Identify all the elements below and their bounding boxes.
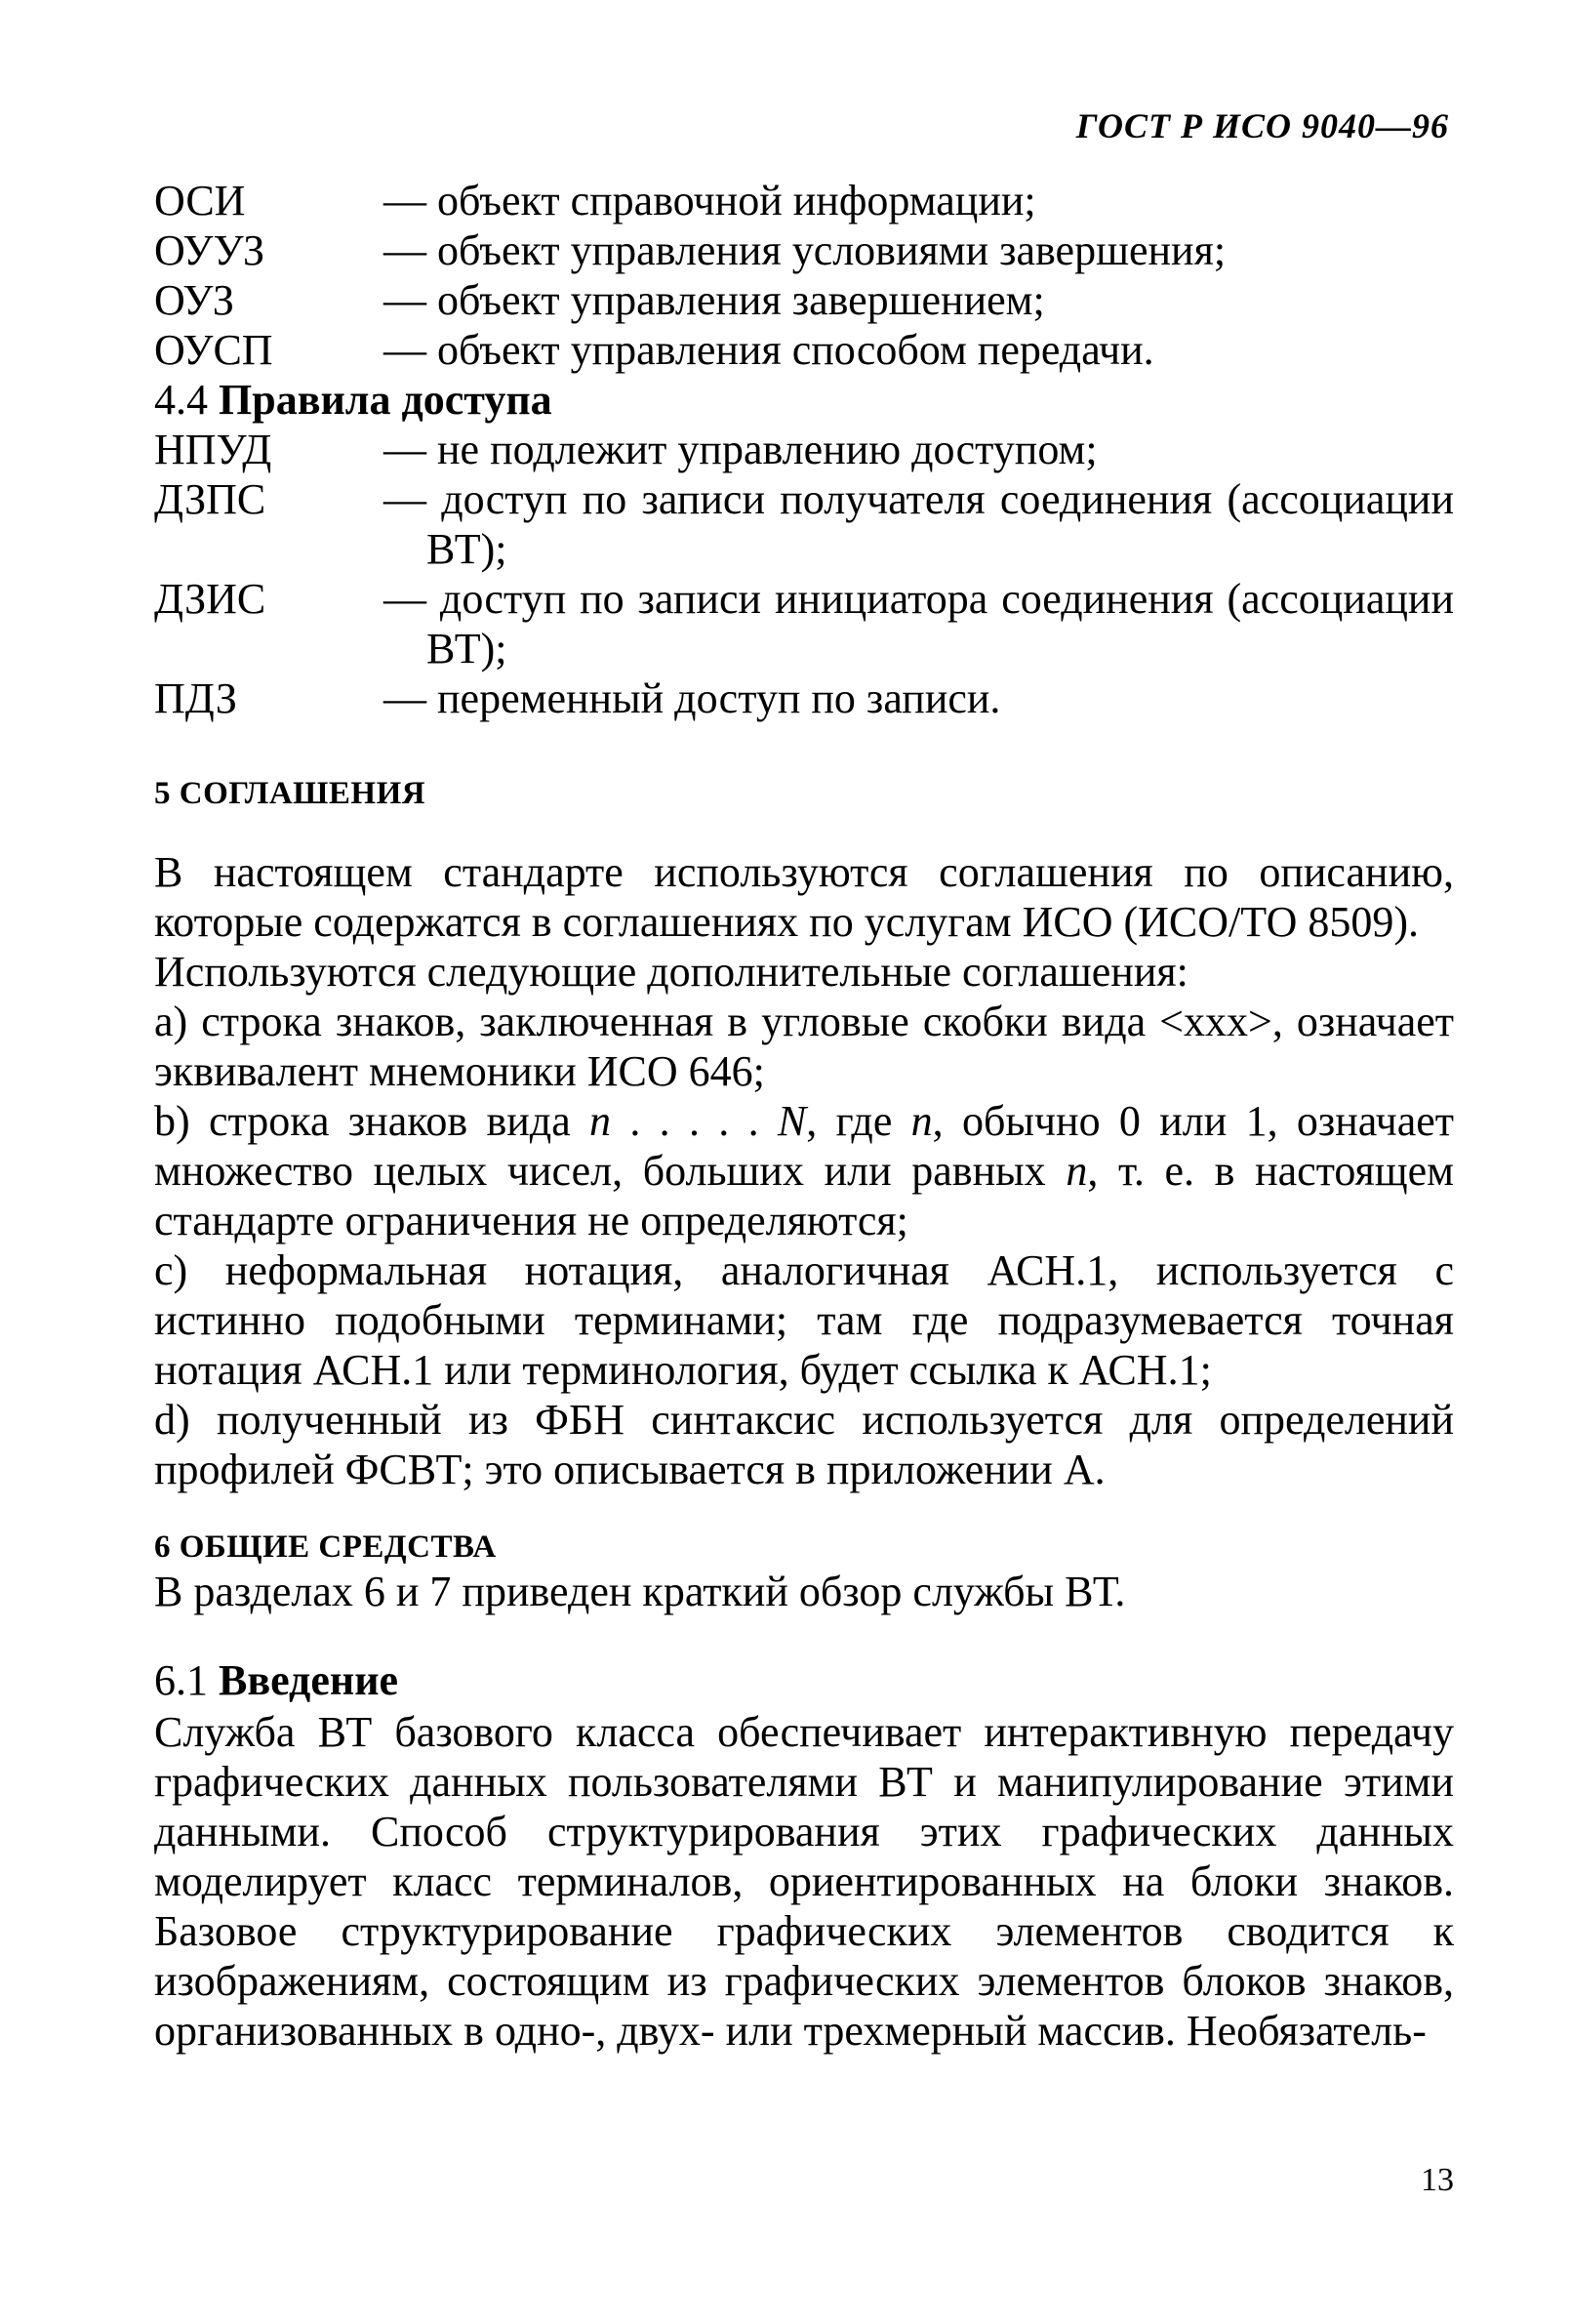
page-number: 13 <box>1421 2162 1454 2198</box>
abbreviation-definition: — переменный доступ по записи. <box>383 674 1001 722</box>
list-item-b-text: . . . . . <box>611 1097 778 1145</box>
abbreviation: ОУУЗ <box>154 226 265 274</box>
abbreviation-list-1 <box>154 176 1454 723</box>
subsection-heading-4-4 <box>154 375 1454 425</box>
abbreviation-definition: — объект справочной информации; <box>383 177 1036 224</box>
italic-variable: n <box>1066 1147 1088 1195</box>
list-item-d: d) полученный из ФБН синтаксис используется для определений профилей ФСВТ; это описывается в приложении А. <box>154 1396 1454 1493</box>
subsection-title: Правила доступа <box>219 376 552 424</box>
abbreviation-row <box>154 425 1454 474</box>
abbreviation: ОСИ <box>154 177 246 224</box>
section-heading-6: 6 ОБЩИЕ СРЕДСТВА <box>154 1529 497 1565</box>
abbreviation-definition: — доступ по записи получателя соединения (ассоциации ВТ); <box>383 475 1454 573</box>
list-item-b-text: b) строка знаков вида <box>154 1097 590 1145</box>
abbreviation: ДЗПС <box>154 475 266 523</box>
abbreviation-row <box>154 176 1454 225</box>
list-item-b <box>154 1096 1454 1245</box>
abbreviation-row <box>154 574 1454 673</box>
paragraph: В настоящем стандарте используются соглашения по описанию, которые содержатся в соглашениях по услугам ИСО (ИСО/ТО 8509). <box>154 848 1454 946</box>
abbreviation: ДЗИС <box>154 575 266 623</box>
abbreviation: НПУД <box>154 426 272 473</box>
abbreviation-row <box>154 275 1454 325</box>
abbreviation-definition: — объект управления завершением; <box>383 276 1045 324</box>
abbreviation-row <box>154 474 1454 574</box>
subsection-number: 4.4 <box>154 376 208 424</box>
abbreviation: ОУЗ <box>154 276 234 324</box>
italic-variable: N <box>777 1097 807 1145</box>
abbreviation-definition: — объект управления способом передачи. <box>383 326 1154 374</box>
subsection-heading-6-1 <box>154 1655 1454 1705</box>
paragraph: Используются следующие дополнительные соглашения: <box>154 948 1188 996</box>
abbreviation-row <box>154 225 1454 275</box>
subsection-number: 6.1 <box>154 1656 208 1704</box>
list-item-b-text: , обычно 0 или 1, означает множество целых чисел, больших или равных <box>154 1097 1454 1195</box>
abbreviation-row <box>154 325 1454 375</box>
list-item-a: а) строка знаков, заключенная в угловые скобки вида <ххх>, означает эквивалент мнемоники ИСО 646; <box>154 998 1454 1095</box>
italic-variable: n <box>589 1097 612 1145</box>
subsection-title: Введение <box>219 1656 399 1704</box>
italic-variable: n <box>910 1097 933 1145</box>
abbreviation-definition: — не подлежит управлению доступом; <box>383 426 1098 473</box>
section-6-1-body: Служба ВТ базового класса обеспечивает интерактивную передачу графических данных пользователями ВТ и манипулирование этими данными. Способ структурирования этих графических данных моделирует класс терминалов, ориентированных на блоки знаков. Базовое структурирование графических элементов сводится к изображениям, состоящим из графических элементов блоков знаков, организованных в одно-, двух- или трехмерный массив. Необязатель- <box>154 1708 1454 2055</box>
abbreviation-definition: — объект управления условиями завершения; <box>383 226 1227 274</box>
abbreviation: ОУСП <box>154 326 273 374</box>
section-heading-5: 5 СОГЛАШЕНИЯ <box>154 776 426 811</box>
list-item-b-text: , где <box>806 1097 911 1145</box>
section-6-intro: В разделах 6 и 7 приведен краткий обзор службы ВТ. <box>154 1568 1126 1615</box>
list-item-b-text: , т. е. в настоящем стандарте ограничения не определяются; <box>154 1147 1454 1244</box>
section-5-body <box>154 847 1454 1494</box>
running-header: ГОСТ Р ИСО 9040—96 <box>1075 106 1449 145</box>
abbreviation: ПДЗ <box>154 674 237 722</box>
list-item-c: с) неформальная нотация, аналогичная АСН.1, используется с истинно подобными терминами; там где подразумевается точная нотация АСН.1 или терминология, будет ссылка к АСН.1; <box>154 1246 1454 1394</box>
abbreviation-row <box>154 673 1454 723</box>
abbreviation-definition: — доступ по записи инициатора соединения (ассоциации ВТ); <box>383 575 1454 673</box>
